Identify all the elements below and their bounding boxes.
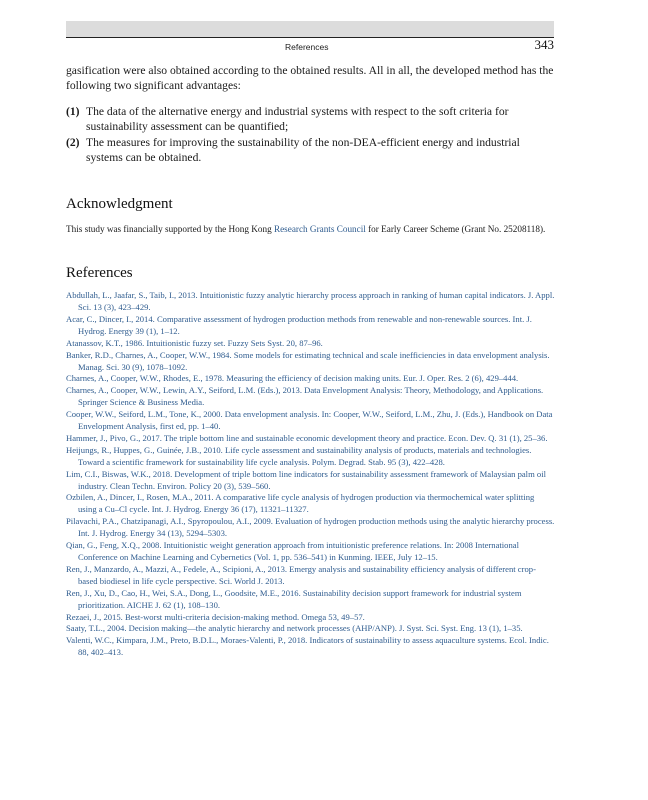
- list-text: The data of the alternative energy and industrial systems with respect to the soft criteria for sustainability assessment can be quantified;: [86, 105, 509, 133]
- reference-item[interactable]: Hammer, J., Pivo, G., 2017. The triple bottom line and sustainable economic development theory and practice. Econ. Dev. Q. 31 (1), 25–36.: [66, 432, 548, 443]
- reference-item[interactable]: Ren, J., Manzardo, A., Mazzi, A., Fedele, A., Scipioni, A., 2013. Emergy analysis and sustainability efficiency analysis of different crop-based biodiesel in life cycle perspective. Sci. World J. 2013.: [66, 563, 536, 586]
- reference-item[interactable]: Pilavachi, P.A., Chatzipanagi, A.I., Spyropoulou, A.I., 2009. Evaluation of hydrogen production methods using the analytic hierarchy process. Int. J. Hydrog. Energy 34 (13), 5294–5303.: [66, 516, 555, 539]
- reference-item[interactable]: Banker, R.D., Charnes, A., Cooper, W.W., 1984. Some models for estimating technical and scale inefficiencies in data envelopment analysis. Manag. Sci. 30 (9), 1078–1092.: [66, 349, 550, 372]
- reference-item[interactable]: Atanassov, K.T., 1986. Intuitionistic fuzzy set. Fuzzy Sets Syst. 20, 87–96.: [66, 337, 323, 348]
- reference-item[interactable]: Lim, C.I., Biswas, W.K., 2018. Development of triple bottom line indicators for sustainability assessment framework of Malaysian palm oil industry. Clean Techn. Environ. Policy 20 (3), 539–560.: [66, 468, 546, 491]
- reference-item[interactable]: Valenti, W.C., Kimpara, J.M., Preto, B.D.L., Moraes-Valenti, P., 2018. Indicators of sustainability to assess aquaculture systems. Ecol. Indic. 88, 402–413.: [66, 635, 549, 658]
- header-rule: [66, 37, 554, 38]
- acknowledgment-text: [66, 223, 555, 236]
- ack-text-before: This study was financially supported by the Hong Kong: [66, 223, 274, 234]
- running-header-band: [66, 21, 554, 37]
- reference-item[interactable]: Ren, J., Xu, D., Cao, H., Wei, S.A., Dong, L., Goodsite, M.E., 2016. Sustainability decision support framework for industrial system prioritization. AICHE J. 62 (1), 108–130.: [66, 587, 522, 610]
- intro-paragraph: gasification were also obtained according to the obtained results. All in all, the developed method has the following two significant advantages:: [66, 64, 554, 92]
- list-text: The measures for improving the sustainability of the non-DEA-efficient energy and industrial systems can be obtained.: [86, 136, 520, 164]
- list-number: (1): [66, 105, 80, 119]
- references-heading: References: [66, 265, 133, 282]
- acknowledgment-heading: Acknowledgment: [66, 195, 173, 212]
- running-title: References: [285, 42, 329, 52]
- reference-item[interactable]: Cooper, W.W., Seiford, L.M., Tone, K., 2000. Data envelopment analysis. In: Cooper, W.W., Seiford, L.M., Zhu, J. (Eds.), Handbook on Data Envelopment Analysis, first ed, pp. 1–40.: [66, 409, 553, 432]
- reference-item[interactable]: Abdullah, L., Jaafar, S., Taib, I., 2013. Intuitionistic fuzzy analytic hierarchy process approach in ranking of human capital indicators. J. Appl. Sci. 13 (3), 423–429.: [66, 290, 555, 312]
- reference-item[interactable]: Saaty, T.L., 2004. Decision making—the analytic hierarchy and network processes (AHP/ANP). J. Syst. Sci. Syst. Eng. 13 (1), 1–35.: [66, 623, 523, 634]
- list-number: (2): [66, 136, 80, 150]
- list-item: [66, 136, 555, 165]
- reference-item[interactable]: Ozbilen, A., Dincer, I., Rosen, M.A., 2011. A comparative life cycle analysis of hydrogen production via thermochemical water splitting using a Cu–Cl cycle. Int. J. Hydrog. Energy 36 (17), 11321–11327.: [66, 492, 535, 515]
- research-grants-council-link[interactable]: Research Grants Council: [273, 223, 366, 234]
- reference-item[interactable]: Heijungs, R., Huppes, G., Guinée, J.B., 2010. Life cycle assessment and sustainability analysis of products, materials and technologies. Toward a scientific framework for sustainability life cycle analysis. Polym. Degrad. Stab. 95 (3), 422–428.: [66, 444, 532, 467]
- reference-item[interactable]: Charnes, A., Cooper, W.W., Lewin, A.Y., Seiford, L.M. (Eds.), 2013. Data Envelopment Analysis: Theory, Methodology, and Applications. Springer Science & Business Media.: [66, 385, 544, 408]
- reference-item[interactable]: Charnes, A., Cooper, W.W., Rhodes, E., 1978. Measuring the efficiency of decision making units. Eur. J. Oper. Res. 2 (6), 429–444.: [66, 373, 519, 384]
- list-item: [66, 105, 555, 134]
- reference-item[interactable]: Qian, G., Feng, X.Q., 2008. Intuitionistic weight generation approach from intuitionistic preference relations. In: 2008 International Conference on Machine Learning and Cybernetics (Vol. 1, pp. 536–541) in Kunming. IEEE, July 12–15.: [66, 540, 519, 562]
- reference-item[interactable]: Acar, C., Dincer, I., 2014. Comparative assessment of hydrogen production methods from renewable and non-renewable sources. Int. J. Hydrog. Energy 39 (1), 1–12.: [66, 313, 532, 336]
- reference-list: [66, 290, 555, 659]
- reference-item[interactable]: Rezaei, J., 2015. Best-worst multi-criteria decision-making method. Omega 53, 49–57.: [66, 611, 365, 622]
- advantages-list: [66, 105, 555, 165]
- page-body: [66, 64, 555, 659]
- ack-text-after: for Early Career Scheme (Grant No. 25208118).: [365, 223, 546, 234]
- page-number: 343: [534, 37, 554, 52]
